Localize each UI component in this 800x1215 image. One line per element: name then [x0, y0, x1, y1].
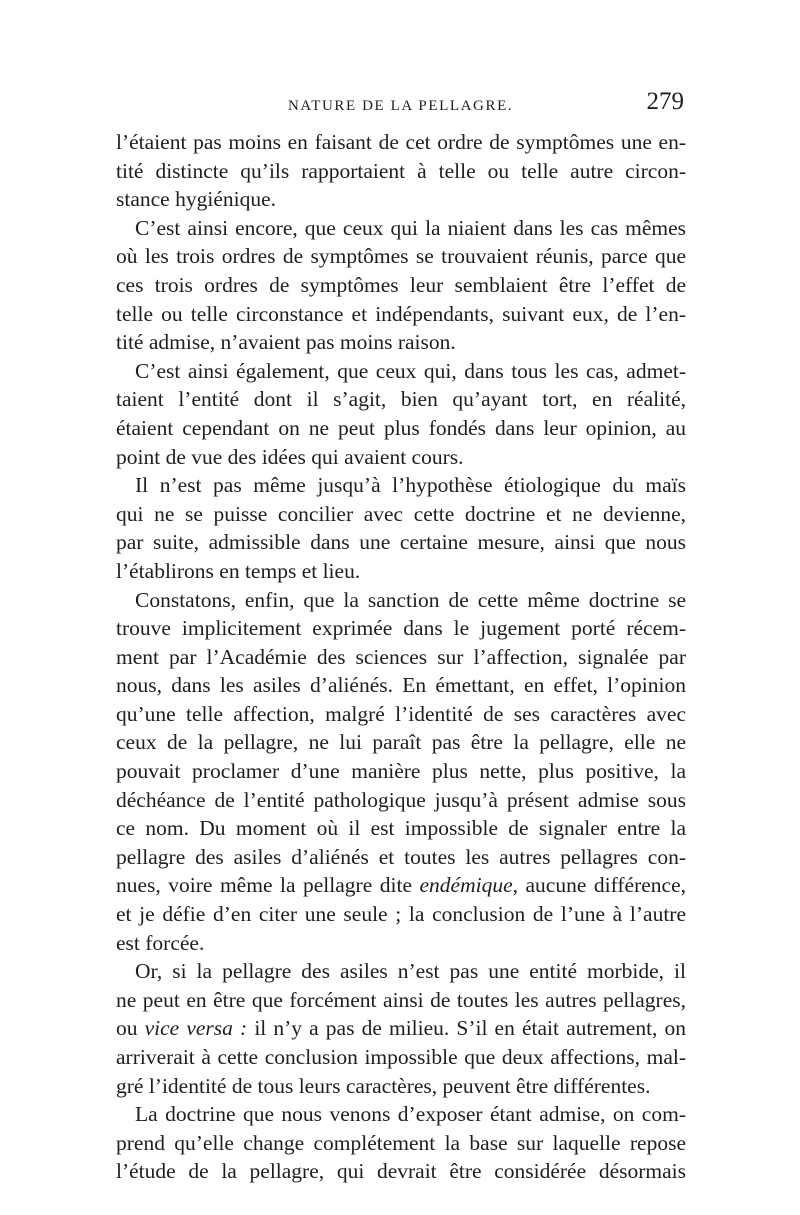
- text-line: arriverait à cette conclusion impossible que deux affections, mal-: [116, 1045, 686, 1069]
- paragraph-first-line: C’est ainsi encore, que ceux qui la niaient dans les cas mêmes: [135, 215, 686, 240]
- paragraph-first-line: La doctrine que nous venons d’exposer étant admise, on com-: [135, 1102, 686, 1127]
- text-line: pouvait proclamer d’une manière plus nette, plus positive, la: [116, 759, 686, 784]
- text-line: trouve implicitement exprimée dans le jugement porté récem-: [116, 616, 686, 641]
- italic-term: endémique,: [419, 873, 518, 898]
- text-segment: aucune différence,: [525, 873, 686, 898]
- paragraph-first-line: Constatons, enfin, que la sanction de cette même doctrine se: [135, 587, 686, 612]
- text-line: tité distincte qu’ils rapportaient à telle ou telle autre circon-: [116, 158, 686, 183]
- text-line-with-italic: [116, 871, 686, 900]
- text-line: tité admise, n’avaient pas moins raison.: [116, 330, 456, 355]
- text-line: ment par l’Académie des sciences sur l’affection, signalée par: [116, 644, 686, 669]
- text-line: et je défie d’en citer une seule ; la conclusion de l’une à l’autre: [116, 902, 686, 927]
- text-line: l’étude de la pellagre, qui devrait être considérée désormais: [116, 1159, 686, 1184]
- text-segment: nues, voire même la pellagre dite: [116, 873, 412, 898]
- page-number: 279: [646, 88, 684, 115]
- text-line: stance hygiénique.: [116, 187, 277, 212]
- text-line: taient l’entité dont il s’agit, bien qu’ayant tort, en réalité,: [116, 387, 686, 412]
- paragraph-first-line: C’est ainsi également, que ceux qui, dans tous les cas, admet-: [135, 358, 686, 383]
- text-line: où les trois ordres de symptômes se trouvaient réunis, parce que: [116, 244, 686, 269]
- text-line: gré l’identité de tous leurs caractères, peuvent être différentes.: [116, 1073, 651, 1098]
- text-line: ce nom. Du moment où il est impossible de signaler entre la: [116, 816, 686, 841]
- text-line: par suite, admissible dans une certaine mesure, ainsi que nous: [116, 530, 686, 555]
- italic-term: vice versa :: [144, 1016, 248, 1041]
- body-text: [116, 128, 686, 1186]
- text-line: l’établirons en temps et lieu.: [116, 558, 361, 583]
- text-line-with-italic: [116, 1014, 686, 1043]
- text-line: déchéance de l’entité pathologique jusqu’à présent admise sous: [116, 787, 686, 812]
- running-title: NATURE DE LA PELLAGRE.: [288, 98, 514, 114]
- text-line: nous, dans les asiles d’aliénés. En émettant, en effet, l’opinion: [116, 673, 686, 698]
- text-segment: il n’y a pas de milieu. S’il en était autrement, on: [254, 1016, 687, 1041]
- paragraph-first-line: Il n’est pas même jusqu’à l’hypothèse étiologique du maïs: [135, 473, 686, 498]
- page-header: [116, 90, 686, 130]
- text-line: ceux de la pellagre, ne lui paraît pas être la pellagre, elle ne: [116, 730, 686, 755]
- text-line: qui ne se puisse concilier avec cette doctrine et ne devienne,: [116, 501, 686, 526]
- text-line: telle ou telle circonstance et indépendants, suivant eux, de l’en-: [116, 301, 686, 326]
- text-segment: ou: [116, 1016, 138, 1041]
- text-line: étaient cependant on ne peut plus fondés dans leur opinion, au: [116, 415, 686, 440]
- text-line: prend qu’elle change complétement la base sur laquelle repose: [116, 1130, 686, 1155]
- text-line: est forcée.: [116, 930, 205, 955]
- text-line: ne peut en être que forcément ainsi de toutes les autres pellagres,: [116, 987, 686, 1012]
- text-line: ces trois ordres de symptômes leur semblaient être l’effet de: [116, 272, 686, 297]
- paragraph-first-line: Or, si la pellagre des asiles n’est pas une entité morbide, il: [135, 959, 686, 984]
- text-line: pellagre des asiles d’aliénés et toutes les autres pellagres con-: [116, 844, 686, 869]
- text-line: l’étaient pas moins en faisant de cet ordre de symptômes une en-: [116, 130, 686, 154]
- text-line: qu’une telle affection, malgré l’identité de ses caractères avec: [116, 701, 686, 726]
- text-line: point de vue des idées qui avaient cours.: [116, 444, 464, 469]
